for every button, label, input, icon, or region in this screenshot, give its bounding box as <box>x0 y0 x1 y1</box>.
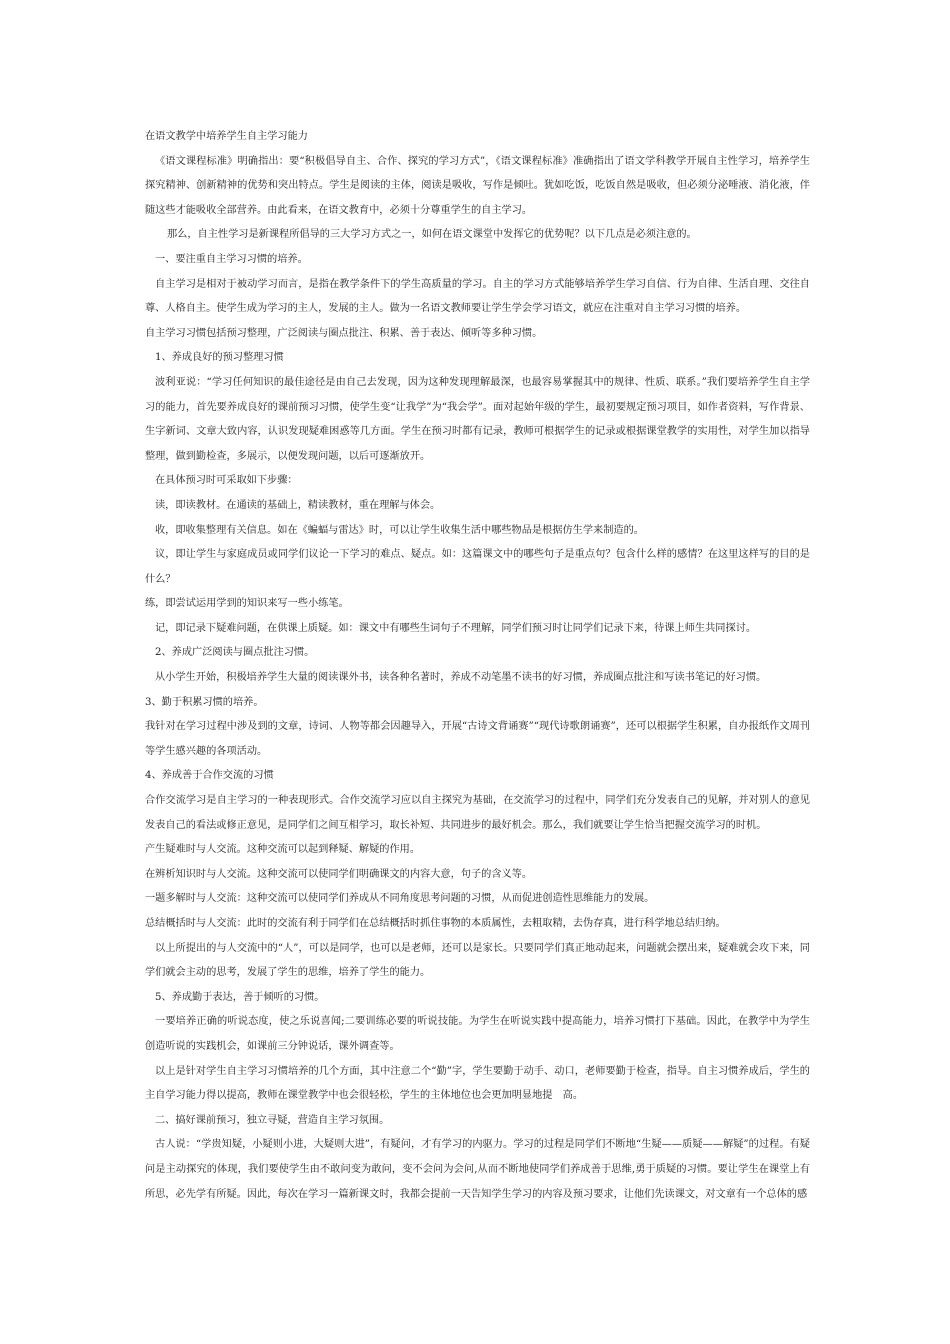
paragraph: 收，即收集整理有关信息。如在《蝙蝠与雷达》时，可以让学生收集生活中哪些物品是根据仿生学来制造的。 <box>155 524 644 536</box>
paragraph: 波利亚说：“学习任何知识的最佳途径是由自己去发现，因为这种发现理解最深，也最容易掌握其中的规律、性质、联系。”我们要培养学生自主学习的能力，首先要养成良好的课前预习习惯，使学生变“让我学”为“我会学”。面对起始年级的学生，最初要规定预习项目，如作者资料，写作背景、生字新词、文章大致内容，认识发现疑难困惑等几方面。学生在预习时都有记录，教师可根据学生的记录或根据课堂教学的实用性，对学生加以指导整理，做到勤检查，多展示，以便发现问题，以后可逐渐放开。 <box>145 376 810 462</box>
paragraph: 在具体预习时可采取如下步骤： <box>155 475 298 487</box>
paragraph: 我针对在学习过程中涉及到的文章，诗词、人物等都会因趣导入，开展“古诗文背诵赛”“现代诗歌朗诵赛”，还可以根据学生积累，自办报纸作文周刊等学生感兴趣的各项活动。 <box>145 721 810 757</box>
paragraph: 4、养成善于合作交流的习惯 <box>145 770 274 782</box>
paragraph: 一要培养正确的听说态度，使之乐说喜闻;二要训练必要的听说技能。为学生在听说实践中提高能力，培养习惯打下基础。因此，在教学中为学生创造听说的实践机会，如课前三分钟说话，课外调查等。 <box>145 1016 810 1052</box>
paragraph: 读，即读教材。在通读的基础上，精读教材，重在理解与体会。 <box>155 499 441 511</box>
paragraph: 练，即尝试运用学到的知识来写一些小练笔。 <box>145 598 349 610</box>
paragraph: 那么，自主性学习是新课程所倡导的三大学习方式之一，如何在语文课堂中发挥它的优势呢？以下几点是必须注意的。 <box>167 229 697 241</box>
paragraph: 在辨析知识时与人交流。这种交流可以使同学们明确课文的内容大意，句子的含义等。 <box>145 868 533 880</box>
paragraph: 从小学生开始，积极培养学生大量的阅读课外书，读各种名著时，养成不动笔墨不读书的好习惯，养成圈点批注和写读书笔记的好习惯。 <box>155 672 767 684</box>
paragraph: 自主学习是相对于被动学习而言，是指在教学条件下的学生高质量的学习。自主的学习方式能够培养学生学习自信、行为自律、生活自理、交往自尊、人格自主。使学生成为学习的主人，发展的主人。做为一名语文教师要让学生学会学习语文，就应在注重对自主学习习惯的培养。 <box>145 278 810 315</box>
paragraph: 记，即记录下疑难问题，在供课上质疑。如：课文中有哪些生词句子不理解，同学们预习时让同学们记录下来，待课上师生共同探讨。 <box>155 622 757 634</box>
paragraph: 总结概括时与人交流：此时的交流有利于同学们在总结概括时抓住事物的本质属性，去粗取精，去伪存真，进行科学地总结归纳。 <box>145 918 726 929</box>
paragraph: 一、要注重自主学习习惯的培养。 <box>155 253 308 265</box>
document-body <box>145 125 810 1207</box>
paragraph-list <box>145 150 810 1208</box>
paragraph: 一题多解时与人交流：这种交流可以使同学们养成从不同角度思考问题的习惯，从而促进创造性思维能力的发展。 <box>145 893 655 905</box>
paragraph: 5、养成勤于表达，善于倾听的习惯。 <box>155 991 325 1003</box>
paragraph: 产生疑难时与人交流。这种交流可以起到释疑、解疑的作用。 <box>145 844 421 856</box>
paragraph: 《语文课程标准》明确指出：要“积极倡导自主、合作、探究的学习方式”，《语文课程标准》准确指出了语文学科教学开展自主性学习，培养学生探究精神、创新精神的优势和突出特点。学生是阅读的主体，阅读是吸收，写作是倾吐。犹如吃饭，吃饭自然是吸收，但必须分泌唾液、消化液，伴随这些才能吸收全部营养。由此看来，在语文教育中，必须十分尊重学生的自主学习。 <box>145 155 810 216</box>
paragraph: 二、搞好课前预习，独立寻疑，营造自主学习氛围。 <box>155 1114 390 1126</box>
paragraph: 以上所提出的与人交流中的“人”，可以是同学，也可以是老师，还可以是家长。只要同学们真正地动起来，问题就会摆出来，疑难就会攻下来，同学们就会主动的思考，发展了学生的思维，培养了学生的能力。 <box>145 942 810 979</box>
paragraph: 3、勤于积累习惯的培养。 <box>145 696 264 708</box>
document-title: 在语文教学中培养学生自主学习能力 <box>145 131 308 142</box>
paragraph: 自主学习习惯包括预习整理，广泛阅读与圈点批注、积累、善于表达、倾听等多种习惯。 <box>145 327 543 339</box>
paragraph: 2、养成广泛阅读与圈点批注习惯。 <box>155 647 315 659</box>
paragraph: 1、养成良好的预习整理习惯 <box>155 352 284 364</box>
paragraph: 议，即让学生与家庭成员或同学们议论一下学习的难点、疑点。如：这篇课文中的哪些句子是重点句？包含什么样的感情？在这里这样写的目的是什么？ <box>145 549 810 585</box>
paragraph: 合作交流学习是自主学习的一种表现形式。合作交流学习应以自主探究为基础，在交流学习的过程中，同学们充分发表自己的见解，并对别人的意见发表自己的看法或修正意见，是同学们之间互相学习，取长补短、共同进步的最好机会。那么，我们就要让学生恰当把握交流学习的时机。 <box>145 795 810 831</box>
paragraph: 以上是针对学生自主学习习惯培养的几个方面，其中注意二个“勤”字，学生要勤于动手、动口，老师要勤于检查，指导。自主习惯养成后，学生的主自学习能力得以提高，教师在课堂教学中也会很轻松，学生的主体地位也会更加明显地提 高。 <box>145 1065 810 1102</box>
paragraph: 古人说：“学贵知疑，小疑则小进，大疑则大进”，有疑问，才有学习的内驱力。学习的过程是同学们不断地“生疑——质疑——解疑”的过程。有疑问是主动探究的体现，我们要使学生由不敢问变为敢问，变不会问为会问,从而不断地使同学们养成善于思维,勇于质疑的习惯。要让学生在课堂上有所思，必先学有所疑。因此，每次在学习一篇新课文时，我都会提前一天告知学生学习的内容及预习要求，让他们先读课文，对文章有一个总体的感 <box>145 1139 810 1200</box>
